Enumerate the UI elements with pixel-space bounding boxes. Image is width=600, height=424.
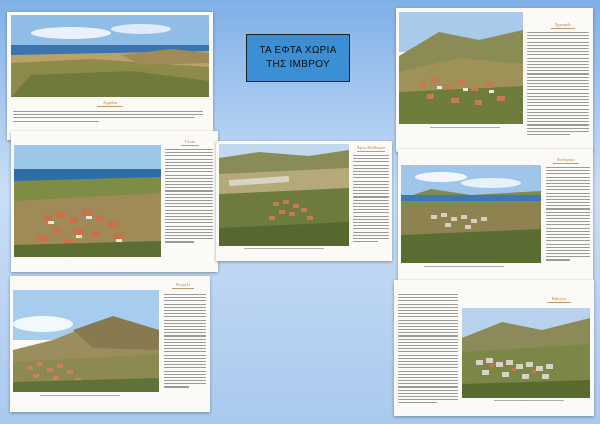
caption-line	[424, 266, 504, 269]
page-heading: Κάστρο	[552, 296, 566, 301]
page-number: ·	[71, 263, 72, 266]
page-number: ·	[282, 254, 283, 257]
caption-line	[494, 400, 564, 403]
heading-rule	[357, 151, 385, 152]
page-number: ·	[466, 272, 467, 275]
village-slope-photo	[13, 290, 159, 392]
text-column	[165, 149, 213, 245]
title-line-1: ΤΑ ΕΦΤΑ ΧΩΡΙΑ	[259, 45, 337, 56]
heading-rule	[553, 163, 579, 164]
title-box	[246, 34, 350, 82]
village-mountain-photo	[401, 165, 541, 263]
valley-aerial-photo	[219, 144, 349, 246]
caption-line	[244, 248, 324, 251]
text-column	[13, 111, 203, 124]
book-spread-7	[394, 280, 594, 416]
text-column	[353, 155, 389, 244]
heading-rule	[181, 145, 199, 146]
caption-line	[430, 127, 500, 130]
book-spread-4	[216, 141, 392, 261]
text-column	[546, 167, 590, 263]
heading-rule	[547, 302, 571, 303]
book-spread-2	[11, 131, 218, 272]
page-heading: Ευλάμπιο	[557, 157, 575, 162]
page-number: ·	[456, 142, 457, 145]
book-spread-5	[398, 149, 593, 280]
page-heading: Σχινούδι	[555, 22, 571, 27]
page-heading: Αγρίδια	[103, 100, 117, 105]
title-line-2: ΤΗΣ ΙΜΒΡΟΥ	[266, 59, 330, 70]
page-heading: Γλυκί	[184, 139, 196, 144]
heading-rule	[97, 106, 123, 107]
book-spread-3	[396, 8, 593, 152]
book-spread-6	[10, 276, 210, 412]
village-photo	[14, 145, 161, 257]
text-column	[527, 32, 589, 137]
page-heading: Άγιοι Θεόδωροι	[356, 145, 386, 150]
heading-rule	[551, 28, 575, 29]
text-column	[164, 294, 206, 390]
text-column	[398, 294, 458, 406]
book-spread-1	[7, 12, 213, 140]
caption-line	[40, 395, 120, 398]
village-hill-photo	[399, 12, 523, 124]
page-number: ·	[526, 407, 527, 410]
heading-rule	[172, 288, 194, 289]
page-heading: Ντερέλι	[175, 282, 191, 287]
village-landscape-photo	[11, 15, 209, 97]
page-number: ·	[80, 402, 81, 405]
town-view-photo	[462, 308, 590, 398]
